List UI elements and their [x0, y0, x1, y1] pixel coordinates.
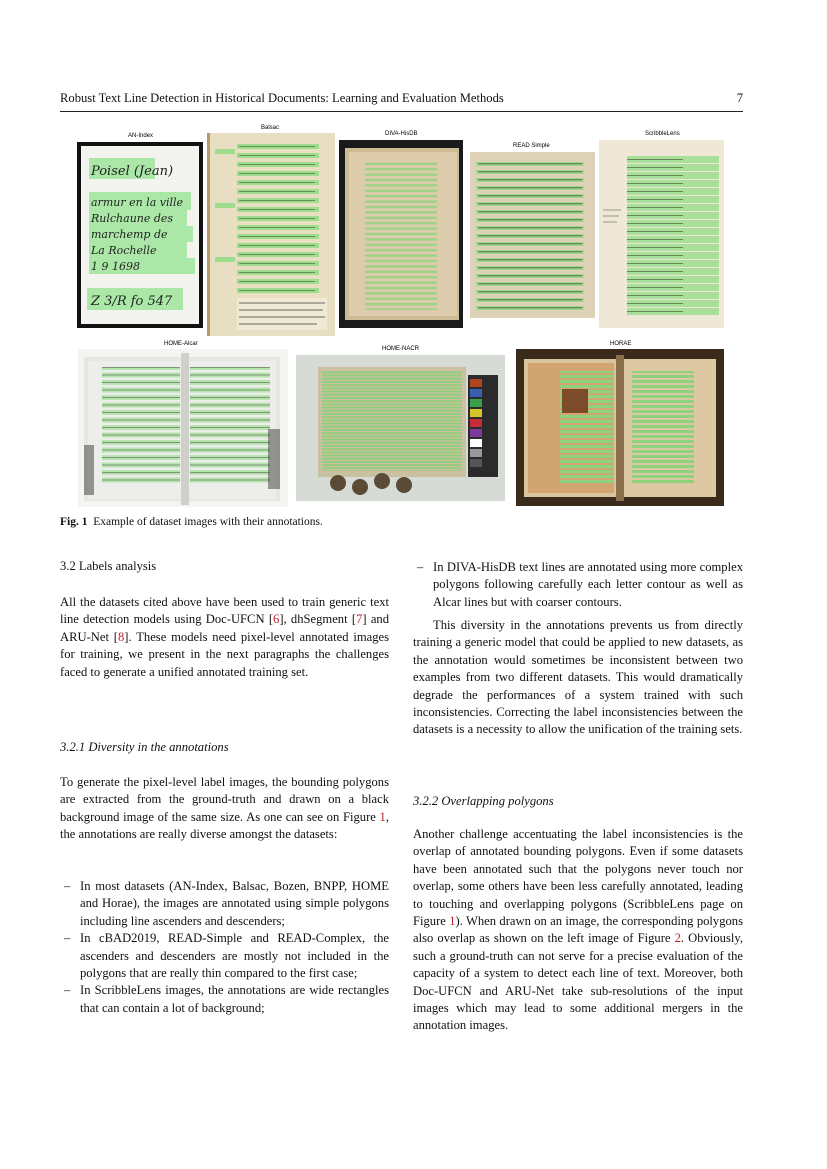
label-an-index: AN-Index	[128, 133, 154, 139]
label-read: READ Simple	[513, 143, 550, 149]
label-horae: HORAE	[610, 341, 632, 347]
an-index-image	[77, 142, 203, 328]
figure-ref-2[interactable]: 2	[674, 931, 681, 946]
left-paragraph-2: To generate the pixel-level label images, the bounding polygons are extracted from the ground-truth and drawn on a black background image of the same size. As one can see on Figure 1, the annotations are really diverse amongst the datasets:	[60, 775, 389, 842]
an-index-line-5: La Rochelle	[91, 244, 157, 257]
label-diva: DIVA-HisDB	[385, 131, 418, 137]
label-balsac: Balsac	[261, 125, 280, 131]
bullet-item: – In most datasets (AN-Index, Balsac, Bozen, BNPP, HOME and Horae), the images are annotated using simple polygons including line ascenders and descenders;	[64, 879, 389, 928]
cite-7[interactable]: 7	[356, 612, 363, 627]
home-nacr-image	[296, 355, 505, 501]
label-home-nacr: HOME-NACR	[382, 346, 419, 352]
label-scribble: ScribbleLens	[645, 131, 680, 137]
scribble-image	[599, 140, 724, 328]
an-index-line-1: Poisel (Jean)	[91, 164, 174, 179]
left-paragraph-1: All the datasets cited above have been used to train generic text line detection models using Doc-UFCN [6], dhSegment [7] and ARU-Net [8]. These models need pixel-level annotated images for training, we present in the next paragraphs the challenges faced to generate a unified annotated training set.	[60, 595, 390, 679]
figure-ref-1[interactable]: 1	[379, 809, 386, 824]
subsection-heading-2: 3.2.2 Overlapping polygons	[413, 794, 554, 808]
figure-1	[60, 118, 750, 513]
bullet-list	[60, 878, 389, 1017]
bullet-item: – In cBAD2019, READ-Simple and READ-Complex, the ascenders and descenders are mostly not included in the polygons that are really thin compared to the first case;	[64, 931, 389, 981]
home-alcar-image	[78, 349, 288, 507]
read-image	[470, 152, 595, 318]
an-index-line-6: 1 9 1698	[91, 260, 140, 273]
caption-label: Fig. 1	[60, 516, 88, 528]
figure-caption	[60, 516, 323, 528]
caption-text: Example of dataset images with their annotations.	[93, 516, 323, 528]
bullet-item: – In ScribbleLens images, the annotations are wide rectangles that can contain a lot of background;	[64, 983, 389, 1015]
cite-8[interactable]: 8	[117, 629, 125, 644]
an-index-line-4: marchemp de	[91, 228, 168, 241]
figure-ref-1b[interactable]: 1	[449, 914, 456, 929]
bullet-item-diva: – In DIVA-HisDB text lines are annotated using more complex polygons following carefully each letter contour as well as Alcar lines but with coarser contours.	[417, 560, 743, 609]
diva-image	[339, 140, 463, 328]
balsac-image	[207, 133, 335, 336]
right-paragraph-2: Another challenge accentuating the label inconsistencies is the overlap of annotated bounding polygons. Even if some datasets have been annotated such that the polygons never touch nor overlap, some others have been less carefully annotated, leading to touching and overlapping polygons (ScribbleLens page on Figure 1). When drawn on an image, the corresponding polygons also overlap as shown on the left image of Figure 2. Obviously, such a ground-truth can not serve for a precise evaluation of the capacity of a system to detect each line of text. Moreover, both Doc-UFCN and ARU-Net take sub-resolutions of the input images which may lead to some additional mergers in the annotation images.	[413, 827, 743, 1033]
subsection-heading-1: 3.2.1 Diversity in the annotations	[60, 740, 229, 754]
an-index-line-2: armur en la ville	[91, 196, 184, 209]
right-paragraph-1: This diversity in the annotations prevents us from directly training a generic model that could be applied to new datasets, as the annotation would sometimes be inconsistent between two examples from two different datasets. This would dramatically degrade the performances of a system trained with such inconsistencies. Correcting the label inconsistencies between the datasets is a necessity to allow the unification of the training sets.	[413, 618, 743, 737]
cite-6[interactable]: 6	[273, 612, 280, 627]
running-header	[60, 91, 743, 112]
section-heading: 3.2 Labels analysis	[60, 559, 157, 573]
horae-image	[516, 349, 724, 506]
an-index-line-7: Z 3/R fo 547	[91, 294, 173, 309]
running-title: Robust Text Line Detection in Historical Documents: Learning and Evaluation Methods	[60, 91, 504, 105]
label-home-alcar: HOME-Alcar	[164, 341, 198, 347]
page-number: 7	[736, 91, 743, 105]
an-index-line-3: Rulchaune des	[91, 212, 174, 225]
